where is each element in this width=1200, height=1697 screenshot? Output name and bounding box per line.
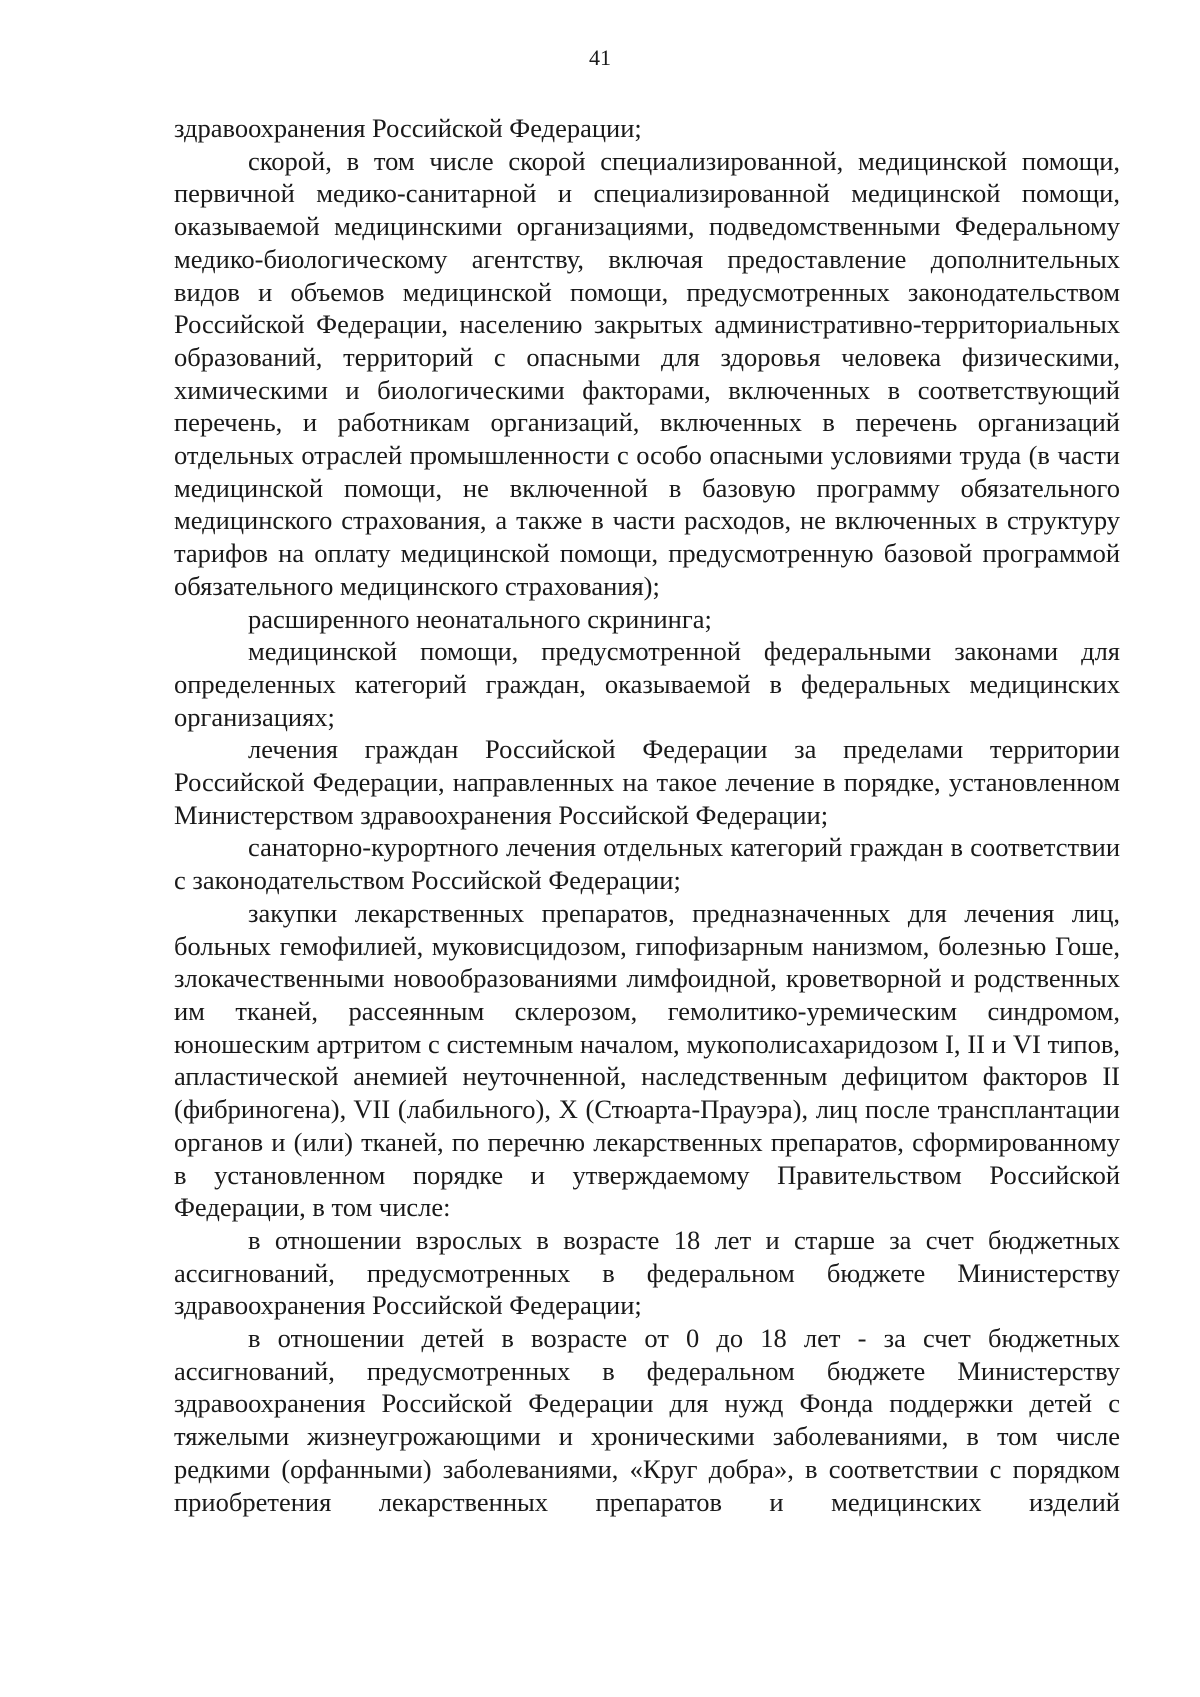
paragraph-9: в отношении детей в возрасте от 0 до 18 лет - за счет бюджетных ассигнований, предусмотренных в федеральном бюджете Министерству здравоохранения Российской Федерации для нужд Фонда поддержки детей с тяжелыми жизнеугрожающими и хроническими заболеваниями, в том числе редкими (орфанными) заболеваниями, «Круг добра», в соответствии с порядком приобретения лекарственных препаратов и медицинских изделий [174,1323,1120,1517]
paragraph-1: здравоохранения Российской Федерации; [174,113,642,143]
paragraph-3: расширенного неонатального скрининга; [248,603,712,634]
paragraph-6: санаторно-курортного лечения отдельных категорий граждан в соответствии с законодательством Российской Федерации; [174,832,1120,896]
paragraph-2: скорой, в том числе скорой специализированной, медицинской помощи, первичной медико-санитарной и специализированной медицинской помощи, оказываемой медицинскими организациями, подведомственными Федеральному медико-биологическому агентству, включая предоставление дополнительных видов и объемов медицинской помощи, предусмотренных законодательством Российской Федерации, населению закрытых административно-территориальных образований, территорий с опасными для здоровья человека физическими, химическими и биологическими факторами, включенных в соответствующий перечень, и работникам организаций, включенных в перечень организаций отдельных отраслей промышленности с особо опасными условиями труда (в части медицинской помощи, не включенной в базовую программу обязательного медицинского страхования, а также в части расходов, не включенных в структуру тарифов на оплату медицинской помощи, предусмотренную базовой программой обязательного медицинского страхования); [174,145,1120,601]
document-body [174,112,1120,1518]
paragraph-8: в отношении взрослых в возрасте 18 лет и старше за счет бюджетных ассигнований, предусмотренных в федеральном бюджете Министерству здравоохранения Российской Федерации; [174,1224,1120,1321]
paragraph-4: медицинской помощи, предусмотренной федеральными законами для определенных категорий граждан, оказываемой в федеральных медицинских организациях; [174,636,1120,732]
page-number: 41 [589,45,611,70]
paragraph-5: лечения граждан Российской Федерации за пределами территории Российской Федерации, направленных на такое лечение в порядке, установленном Министерством здравоохранения Российской Федерации; [174,734,1120,830]
paragraph-7: закупки лекарственных препаратов, предназначенных для лечения лиц, больных гемофилией, муковисцидозом, гипофизарным нанизмом, болезнью Гоше, злокачественными новообразованиями лимфоидной, кроветворной и родственных им тканей, рассеянным склерозом, гемолитико-уремическим синдромом, юношеским артритом с системным началом, мукополисахаридозом I, II и VI типов, апластической анемией неуточненной, наследственным дефицитом факторов II (фибриногена), VII (лабильного), X (Стюарта-Прауэра), лиц после трансплантации органов и (или) тканей, по перечню лекарственных препаратов, сформированному в установленном порядке и утверждаемому Правительством Российской Федерации, в том числе: [174,897,1120,1223]
